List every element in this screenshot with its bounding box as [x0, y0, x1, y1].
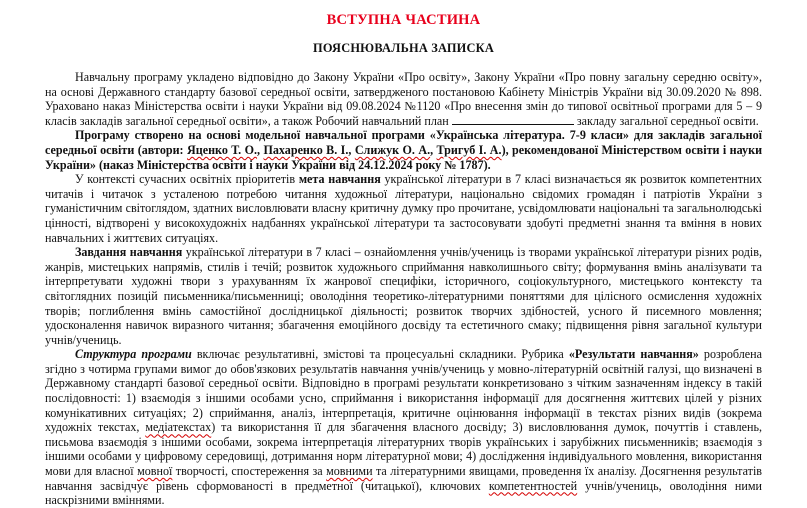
goal-text-end: української літератури в 7 класі визначається як розвиток компетентних читачів і читачок з усталеною потребою читання художньої літератури, національно свідомих громадян і патріотів України з гуманістичним світоглядом, здатних висловлювати власну критичну думку про прочитане, усвідомлювати національні та загальнолюдські цінності, відтворені у високохудожніх надбаннях української літератури та застосовувати здобуті предметні знання та вміння в нових навчальних і життєвих ситуаціях.	[45, 172, 763, 245]
paragraph-structure	[45, 347, 762, 508]
basis-text: Програму створено на основі модельної навчальної програми «Українська література. 7-9 класи» для закладів загальної середньої освіти (автори:	[45, 128, 762, 157]
intro-text: Навчальну програму укладено відповідно до Закону України «Про освіту», Закону України «Про повну загальну середню освіту», на основі Державного стандарту базової середньої освіти, затвердженого постановою Кабінету Міністрів України від 30.09.2020 № 898. Ураховано наказ Міністерства освіти і науки України від 09.08.2024 №1120 «Про внесення змін до типової освітньої програми для 5 – 9 класів закладів загальної середньої освіти», а також Робочий навчальний план	[45, 70, 762, 128]
structure-term: Структура програми	[75, 347, 192, 362]
author-1: Яценко Т. О.	[187, 142, 258, 157]
author-4: Тригуб І. А.	[436, 142, 502, 157]
paragraph-tasks	[45, 245, 762, 347]
goal-term: мета навчання	[298, 172, 381, 187]
structure-text-b: розроблена згідно з чотирма групами вимог до обов'язкових результатів навчання учнів/учениць у мовно-літературній освітній галузі, що визначені в Державному стандарті базової середньої освіти. Відповідно в програмі результати конкретизовано з чітким зазначенням індексу в такій послідовності: 1) взаємодія з іншими особами усно, сприймання і використання інформації для досягнення життєвих цілей у різних комунікативних ситуаціях; 2) сприймання, аналіз, інтерпретація, критичне оцінювання інформації в текстах різних видів (зокрема художніх текстах,	[45, 347, 762, 435]
page-title: ВСТУПНА ЧАСТИНА	[326, 12, 481, 28]
goal-text: У контексті сучасних освітніх пріоритетів	[75, 172, 299, 187]
paragraph-basis: Програму створено на основі модельної навчальної програми «Українська література. 7-9 класи» для закладів загальної середньої освіти (автори: Яценко Т. О., Пахаренко В. І., Слижук О. А., Тригуб І. А.), рекомендованої Міністерством освіти і науки України» (наказ Міністерства освіти і науки України від 24.12.2024 року № 1787).	[45, 128, 763, 172]
structure-text-a: включає результативні, змістові та процесуальні складники. Рубрика	[191, 347, 569, 362]
structure-text-e: та літературними явищами, проведення їх аналізу. Досягнення результатів навчання засвідчує рівень сформованості в предметної (читацької), ключових	[45, 464, 763, 493]
structure-text-c: ) та використання її для збагачення власного досвіду; 3) висловлювання думок, почуттів і ставлень, письмова взаємодія з іншими особами, зокрема інтерпретація літературних творів українських і зарубіжних письменників; взаємодія з іншими особами у цифровому середовищі, дотримання норм літературної мови; 4) дослідження індивідуального мовлення, використання мови для власної	[45, 420, 762, 479]
blank-fill-line	[452, 114, 574, 125]
paragraph-intro	[45, 70, 762, 128]
author-3: Слижук О. А.	[354, 142, 431, 157]
spell-word-4: компетентностей	[488, 478, 578, 493]
spell-word-3: мовними	[326, 464, 373, 479]
spell-word-1: медіатекстах	[145, 420, 212, 435]
intro-text-end: закладу загальної середньої освіти.	[576, 113, 759, 128]
basis-text-end: ), рекомендованої Міністерством освіти і науки України» (наказ Міністерства освіти і науки України від 24.12.2024 року № 1787).	[45, 142, 763, 172]
paragraph-goal	[45, 172, 762, 245]
spell-word-2: мовної	[137, 464, 173, 479]
structure-text-d: творчості, спостереження за	[172, 464, 327, 479]
tasks-text: української літератури в 7 класі – ознайомлення учнів/учениць із творами української літератури різних родів, жанрів, мистецьких напрямів, стилів і течій; розвиток художнього сприймання навколишнього світу; формування вмінь аналізувати та інтерпретувати художні твори з урахуванням їх жанрової специфіки, історичного, соціокультурного, мистецького контексту та світоглядних позицій письменника/письменниці; оволодіння теоретико-літературними поняттями для цілісного осмислення художніх творів; поглиблення вмінь самостійної дослідницької діяльності; розвиток творчих здібностей, усного й писемного мовлення; удосконалення навичок виразного читання; збагачення емоційного досвіду та естетичного смаку; підвищення рівня загальної культури учнів/учениць.	[45, 245, 762, 347]
tasks-term: Завдання навчання	[75, 245, 183, 260]
page-subtitle: ПОЯСНЮВАЛЬНА ЗАПИСКА	[312, 41, 495, 55]
structure-text-f: учнів/учениць, оволодіння ними наскрізними вміннями.	[45, 478, 762, 508]
results-term: «Результати навчання»	[568, 347, 699, 362]
author-2: Пахаренко В. І.	[263, 142, 349, 157]
